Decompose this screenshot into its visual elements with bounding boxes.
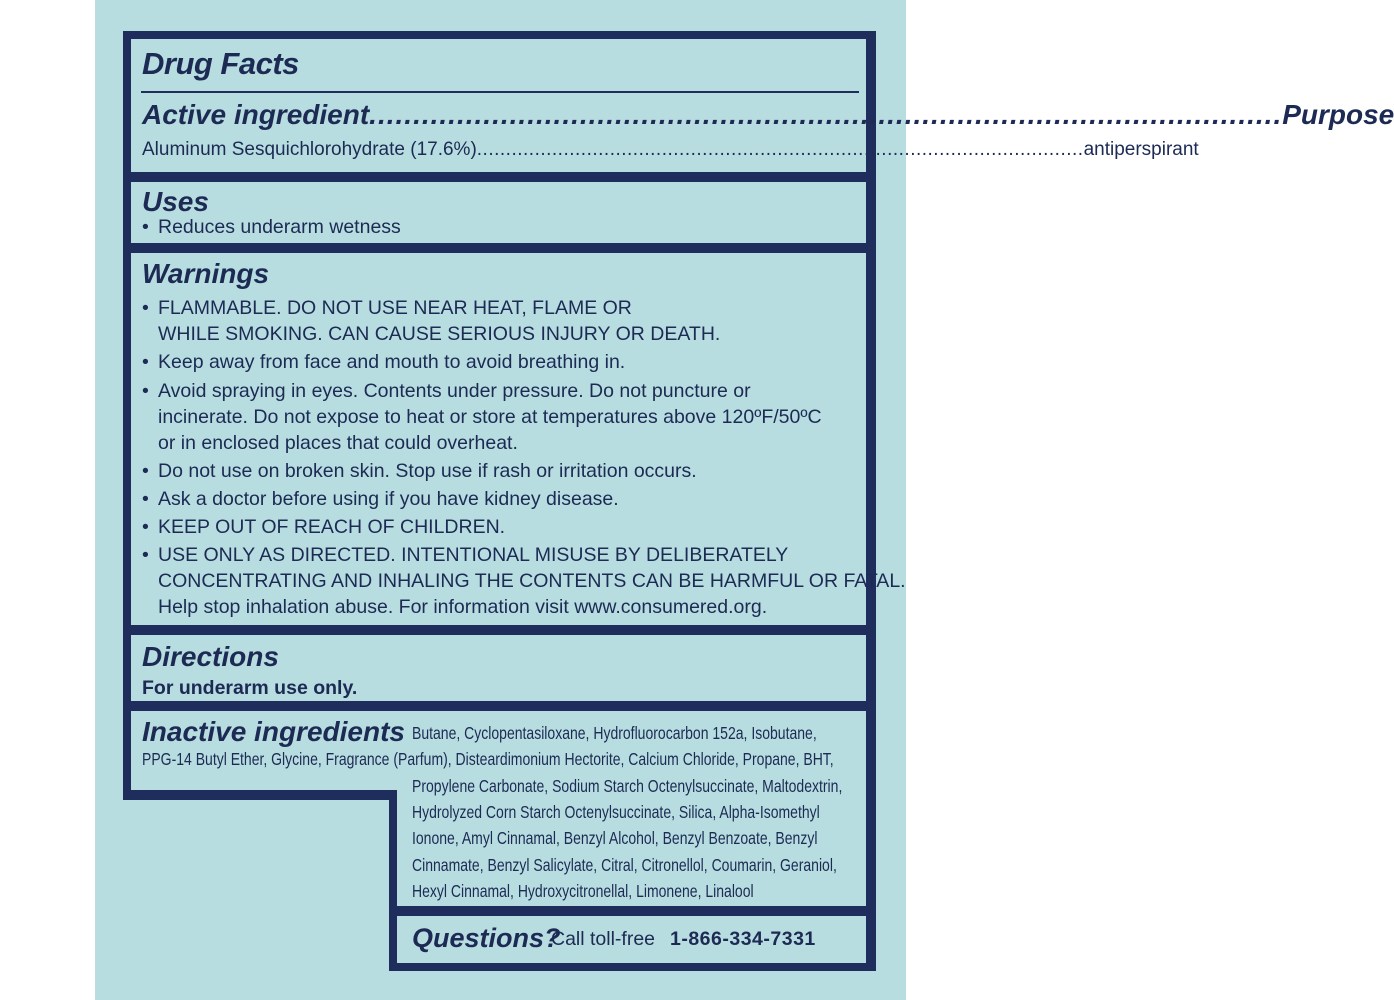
bullet: • <box>142 488 149 510</box>
active-ingredient-heading: Active ingredient <box>142 99 370 130</box>
bullet: • <box>142 216 149 238</box>
inactive-ingredients-line: Propylene Carbonate, Sodium Starch Octenylsuccinate, Maltodextrin, <box>412 776 843 796</box>
drug-facts-title: Drug Facts <box>142 46 299 81</box>
questions-phone: 1-866-334-7331 <box>670 928 816 950</box>
inactive-ingredients-line: PPG-14 Butyl Ether, Glycine, Fragrance (Parfum), Disteardimonium Hectorite, Calcium Chloride, Propane, BHT, <box>142 749 834 769</box>
warning-item-continuation: WHILE SMOKING. CAN CAUSE SERIOUS INJURY OR DEATH. <box>158 323 721 345</box>
directions-heading: Directions <box>142 641 279 672</box>
warnings-heading: Warnings <box>142 258 270 289</box>
inactive-ingredients-line: Cinnamate, Benzyl Salicylate, Citral, Citronellol, Coumarin, Geraniol, <box>412 855 837 875</box>
purpose-heading: Purpose <box>1282 99 1394 130</box>
leader-dots: ......................................................................................................... <box>476 139 1084 160</box>
active-ingredient-heading-row <box>142 99 1394 131</box>
warning-item-continuation: CONCENTRATING AND INHALING THE CONTENTS CAN BE HARMFUL OR FATAL. <box>158 570 906 592</box>
warning-item-continuation: Help stop inhalation abuse. For information visit www.consumered.org. <box>158 596 768 618</box>
active-ingredient-name: Aluminum Sesquichlorohydrate (17.6%) <box>142 139 477 160</box>
warning-item-continuation: incinerate. Do not expose to heat or store at temperatures above 120ºF/50ºC <box>158 406 822 428</box>
inactive-ingredients-line: Hydrolyzed Corn Starch Octenylsuccinate, Silica, Alpha-Isomethyl <box>412 802 820 822</box>
bullet: • <box>142 460 149 482</box>
questions-heading: Questions? <box>412 923 561 953</box>
bullet: • <box>142 380 149 402</box>
inactive-ingredients-line: Butane, Cyclopentasiloxane, Hydrofluorocarbon 152a, Isobutane, <box>412 723 817 743</box>
warning-item: • Avoid spraying in eyes. Contents under pressure. Do not puncture or <box>142 380 751 402</box>
title-rule <box>141 91 859 93</box>
warning-item: • Ask a doctor before using if you have kidney disease. <box>142 488 619 510</box>
inactive-ingredients-line: Ionone, Amyl Cinnamal, Benzyl Alcohol, Benzyl Benzoate, Benzyl <box>412 828 818 848</box>
warning-item: • KEEP OUT OF REACH OF CHILDREN. <box>142 516 506 538</box>
bullet: • <box>142 351 149 373</box>
inactive-ingredients-line: Hexyl Cinnamal, Hydroxycitronellal, Limonene, Linalool <box>412 881 754 901</box>
warning-item-continuation: or in enclosed places that could overheat. <box>158 432 518 454</box>
warning-item: • Do not use on broken skin. Stop use if rash or irritation occurs. <box>142 460 697 482</box>
warning-item: • FLAMMABLE. DO NOT USE NEAR HEAT, FLAME OR <box>142 297 632 319</box>
warning-item: • USE ONLY AS DIRECTED. INTENTIONAL MISUSE BY DELIBERATELY <box>142 544 789 566</box>
directions-text: For underarm use only. <box>142 677 358 699</box>
active-ingredient-row <box>142 139 1199 161</box>
uses-heading: Uses <box>142 186 209 217</box>
questions-text: Call toll-free <box>551 928 656 950</box>
bullet: • <box>142 544 149 566</box>
leader-dots: ........................................................................................................ <box>369 99 1283 130</box>
bullet: • <box>142 516 149 538</box>
uses-item: • Reduces underarm wetness <box>142 216 401 238</box>
bullet: • <box>142 297 149 319</box>
inactive-ingredients-heading: Inactive ingredients <box>142 716 405 747</box>
warning-item: • Keep away from face and mouth to avoid breathing in. <box>142 351 626 373</box>
active-ingredient-purpose: antiperspirant <box>1083 139 1199 160</box>
